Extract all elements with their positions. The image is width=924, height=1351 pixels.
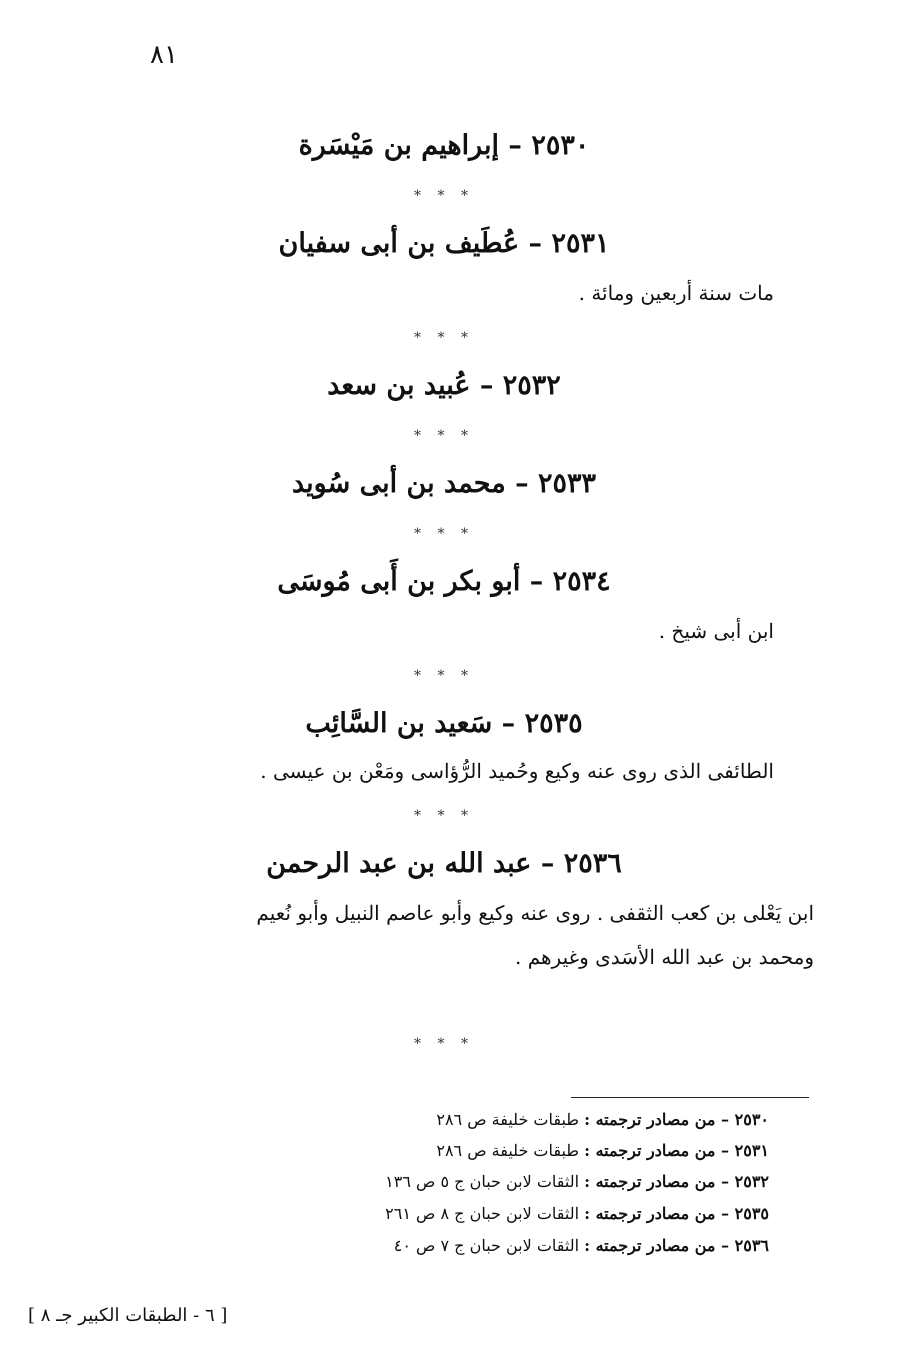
- footnote-source: الثقات لابن حبان ج ٨ ص ٢٦١: [385, 1204, 580, 1223]
- separator: * * *: [414, 428, 474, 444]
- footer-signature: [ ٦ - الطبقات الكبير جـ ٨ ]: [28, 1305, 228, 1326]
- entry-text-2536-line-1: ابن يَعْلى بن كعب الثقفى . روى عنه وكيع وأبو عاصم النبيل وأبو نُعيم: [256, 901, 814, 925]
- footnote-2530: [249, 1110, 769, 1129]
- footnote-source: طبقات خليفة ص ٢٨٦: [436, 1110, 580, 1129]
- entry-heading-2536: ٢٥٣٦ – عبد الله بن عبد الرحمن: [266, 848, 622, 879]
- footnote-2535: [249, 1204, 769, 1223]
- footnote-lead: ٢٥٣٠ – من مصادر ترجمته :: [584, 1110, 769, 1129]
- page-number: ٨١: [150, 40, 178, 70]
- separator: * * *: [414, 188, 474, 204]
- footnote-2532: [249, 1172, 769, 1191]
- entry-text-2531: مات سنة أربعين ومائة .: [578, 281, 774, 305]
- entries-column: [114, 0, 814, 1080]
- footnote-lead: ٢٥٣٥ – من مصادر ترجمته :: [584, 1204, 769, 1223]
- separator: * * *: [414, 808, 474, 824]
- footnote-2536: [249, 1236, 769, 1255]
- separator: * * *: [414, 526, 474, 542]
- footnote-lead: ٢٥٣٢ – من مصادر ترجمته :: [584, 1172, 769, 1191]
- footnote-2531: [249, 1141, 769, 1160]
- entry-heading-2535: ٢٥٣٥ – سَعيد بن السَّائِب: [305, 708, 583, 739]
- separator: * * *: [414, 330, 474, 346]
- entry-heading-2531: ٢٥٣١ – عُطَيف بن أبى سفيان: [278, 228, 610, 259]
- footnote-lead: ٢٥٣١ – من مصادر ترجمته :: [584, 1141, 769, 1160]
- footnote-source: الثقات لابن حبان ج ٧ ص ٤٠: [393, 1236, 580, 1255]
- footnote-rule: [571, 1097, 809, 1098]
- entry-heading-2532: ٢٥٣٢ – عُبيد بن سعد: [327, 370, 561, 401]
- separator: * * *: [414, 668, 474, 684]
- entry-text-2534: ابن أبى شيخ .: [658, 619, 774, 643]
- entry-heading-2534: ٢٥٣٤ – أبو بكر بن أَبى مُوسَى: [277, 566, 611, 597]
- entry-heading-2530: ٢٥٣٠ – إبراهيم بن مَيْسَرة: [298, 130, 590, 161]
- entry-text-2536-line-2: ومحمد بن عبد الله الأسَدى وغيرهم .: [514, 945, 814, 969]
- entry-text-2535: الطائفى الذى روى عنه وكيع وحُميد الرُّؤاسى ومَعْن بن عيسى .: [260, 759, 774, 783]
- footnote-lead: ٢٥٣٦ – من مصادر ترجمته :: [584, 1236, 769, 1255]
- entry-heading-2533: ٢٥٣٣ – محمد بن أبى سُويد: [291, 468, 597, 499]
- separator: * * *: [414, 1036, 474, 1052]
- footnote-source: طبقات خليفة ص ٢٨٦: [436, 1141, 580, 1160]
- footnote-source: الثقات لابن حبان ج ٥ ص ١٣٦: [385, 1172, 580, 1191]
